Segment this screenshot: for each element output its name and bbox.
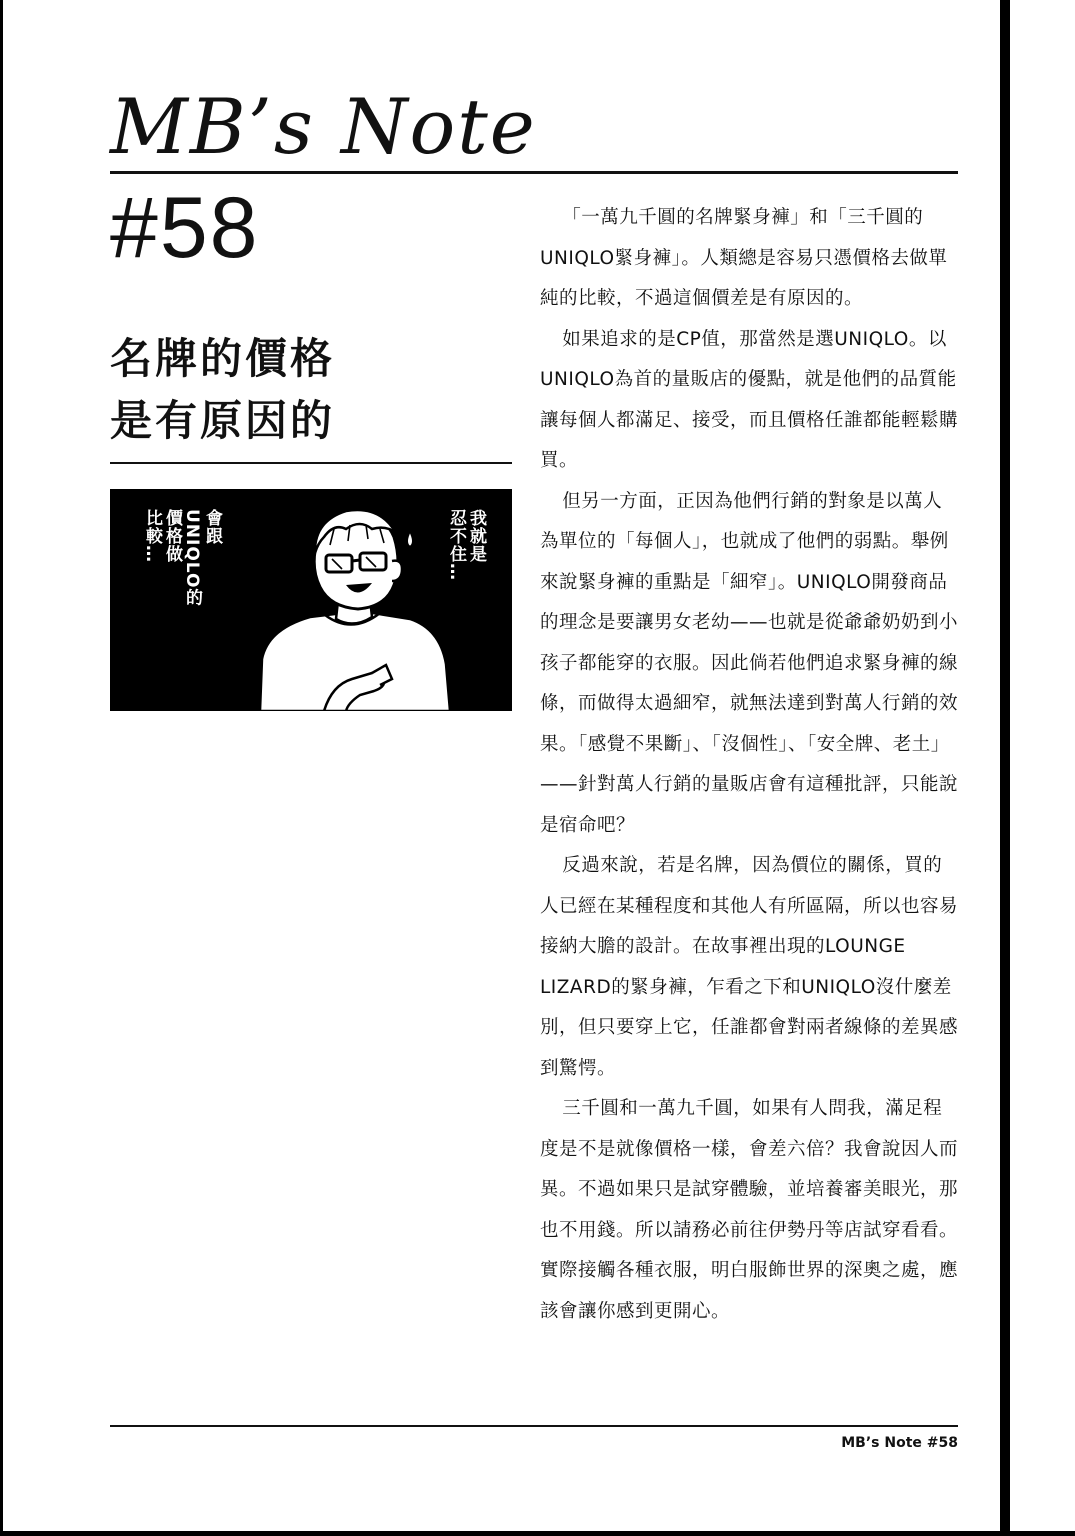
body-paragraph-2: 如果追求的是CP值，那當然是選UNIQLO。以UNIQLO為首的量販店的優點，就是他們的品質能讓每個人都滿足、接受，而且價格任誰都能輕鬆購買。 [540, 328, 959, 471]
speech-left-line-2: UNIQLO的 [182, 509, 202, 607]
header-rule [110, 171, 958, 174]
page-edge-right [1000, 0, 1010, 1536]
page-edge-left [0, 0, 3, 1536]
body-paragraph-4: 反過來說，若是名牌，因為價位的關係，買的人已經在某種程度和其他人有所區隔，所以也容易接納大膽的設計。在故事裡出現的LOUNGE LIZARD的緊身褲，乍看之下和UNIQLO沒什麼差別，但只要穿上它，任誰都會對兩者線條的差異感到驚愕。 [540, 855, 959, 1079]
speech-left-line-4: 比較… [142, 509, 162, 563]
article-body [540, 198, 958, 1332]
body-paragraph-1: 「一萬九千圓的名牌緊身褲」和「三千圓的UNIQLO緊身褲」。人類總是容易只憑價格去做單純的比較，不過這個價差是有原因的。 [540, 207, 948, 309]
page-edge-bottom [0, 1531, 1075, 1536]
footer-rule [110, 1425, 958, 1427]
headline-line-1: 名牌的價格 [110, 334, 336, 383]
body-paragraph-3: 但另一方面，正因為他們行銷的對象是以萬人為單位的「每個人」，也就成了他們的弱點。舉例來說緊身褲的重點是「細窄」。UNIQLO開發商品的理念是要讓男女老幼——也就是從爺爺奶奶到小孩子都能穿的衣服。因此倘若他們追求緊身褲的線條，而做得太過細窄，就無法達到對萬人行銷的效果。「感覺不果斷」、「沒個性」、「安全牌、老土」——針對萬人行銷的量販店會有這種批評，只能說是宿命吧？ [540, 490, 959, 836]
issue-number: #58 [110, 180, 260, 276]
article-headline [110, 328, 510, 452]
manga-panel [110, 489, 512, 711]
speech-right-line-2: 忍不住… [446, 509, 466, 581]
column-brand-title: MB’s Note [110, 82, 537, 171]
speech-bubble-left [142, 509, 222, 679]
body-paragraph-5: 三千圓和一萬九千圓，如果有人問我，滿足程度是不是就像價格一樣，會差六倍？我會說因人而異。不過如果只是試穿體驗，並培養審美眼光，那也不用錢。所以請務必前往伊勢丹等店試穿看看。實際接觸各種衣服，明白服飾世界的深奧之處，應該會讓你感到更開心。 [540, 1098, 959, 1322]
speech-left-line-1: 會跟 [202, 509, 222, 545]
headline-line-2: 是有原因的 [110, 396, 336, 445]
speech-left-line-3: 價格做 [162, 509, 182, 563]
speech-right-line-1: 我就是 [466, 509, 486, 563]
speech-bubble-right [446, 509, 486, 669]
headline-rule [110, 462, 512, 464]
footer-label: MB’s Note #58 [841, 1435, 958, 1451]
